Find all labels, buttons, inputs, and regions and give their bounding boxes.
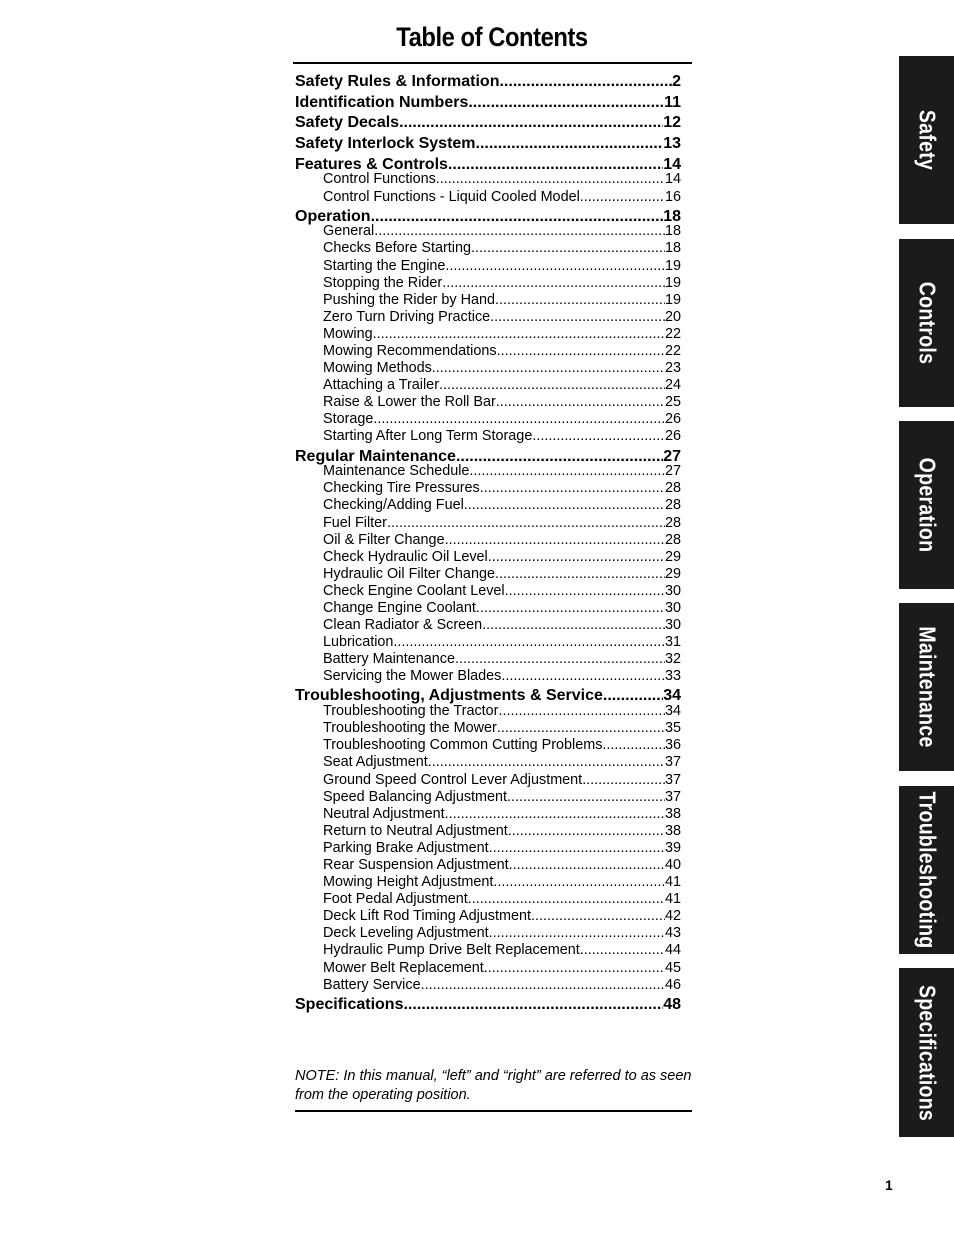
toc-leader-dots xyxy=(501,668,665,685)
toc-entry-page: 28 xyxy=(664,480,681,497)
toc-entry-label: Ground Speed Control Lever Adjustment xyxy=(323,771,583,788)
toc-subsection-entry[interactable] xyxy=(295,497,681,514)
toc-entry-label: Specifications xyxy=(295,995,404,1013)
toc-entry-label: Oil & Filter Change xyxy=(323,531,445,548)
toc-entry-label: Identification Numbers xyxy=(295,93,469,111)
toc-entry-label: Troubleshooting the Mower xyxy=(323,720,497,737)
toc-subsection-entry[interactable] xyxy=(295,789,681,806)
toc-entry-label: Servicing the Mower Blades xyxy=(323,668,502,685)
toc-entry-label: Speed Balancing Adjustment xyxy=(323,788,508,805)
toc-entry-label: Zero Turn Driving Practice xyxy=(323,308,491,325)
toc-subsection-entry[interactable] xyxy=(295,411,681,428)
toc-subsection-entry[interactable] xyxy=(295,600,681,617)
toc-leader-dots xyxy=(493,874,665,891)
toc-subsection-entry[interactable] xyxy=(295,754,681,771)
toc-leader-dots xyxy=(445,532,665,549)
toc-leader-dots xyxy=(507,789,665,806)
toc-entry-page: 19 xyxy=(664,291,681,308)
toc-leader-dots xyxy=(421,977,665,994)
toc-entry-label: Mowing Methods xyxy=(323,360,432,377)
toc-subsection-entry[interactable] xyxy=(295,515,681,532)
toc-entry-page: 25 xyxy=(664,394,681,411)
toc-subsection-entry[interactable] xyxy=(295,326,681,343)
toc-entry-label: Troubleshooting Common Cutting Problems xyxy=(323,737,603,754)
toc-entry-page: 40 xyxy=(664,856,681,873)
toc-leader-dots xyxy=(499,72,672,92)
toc-leader-dots xyxy=(490,309,665,326)
toc-entry-page: 22 xyxy=(664,325,681,342)
toc-entry-page: 45 xyxy=(664,959,681,976)
toc-entry-page: 30 xyxy=(664,617,681,634)
toc-subsection-entry[interactable] xyxy=(295,840,681,857)
toc-entry-page: 26 xyxy=(664,428,681,445)
tab-label: Safety xyxy=(914,109,940,171)
toc-leader-dots xyxy=(602,737,665,754)
toc-entry-label: Rear Suspension Adjustment xyxy=(323,856,509,873)
toc-entry-label: Change Engine Coolant xyxy=(323,599,476,616)
toc-entry-label: Fuel Filter xyxy=(323,514,387,531)
toc-leader-dots xyxy=(387,515,665,532)
toc-subsection-entry[interactable] xyxy=(295,857,681,874)
tab-safety[interactable] xyxy=(899,56,954,224)
toc-entry-label: Safety Rules & Information xyxy=(295,73,500,90)
toc-entry-page: 48 xyxy=(663,995,681,1013)
toc-entry-page: 34 xyxy=(663,687,681,705)
toc-subsection-entry[interactable] xyxy=(295,343,681,360)
toc-entry-label: Return to Neutral Adjustment xyxy=(323,822,508,839)
toc-leader-dots xyxy=(445,258,665,275)
toc-subsection-entry[interactable] xyxy=(295,566,681,583)
toc-entry-page: 27 xyxy=(664,463,681,480)
toc-entry-label: Deck Leveling Adjustment xyxy=(323,925,489,942)
toc-section-entry[interactable] xyxy=(295,72,681,93)
toc-entry-page: 34 xyxy=(664,703,681,720)
toc-entry-page: 19 xyxy=(664,257,681,274)
toc-entry-page: 12 xyxy=(663,114,681,132)
toc-entry-page: 30 xyxy=(664,599,681,616)
toc-entry-label: General xyxy=(323,223,375,240)
tab-label: Operation xyxy=(914,457,940,553)
toc-leader-dots xyxy=(373,326,665,343)
toc-entry-label: Starting the Engine xyxy=(323,257,446,274)
toc-entry-label: Mowing Recommendations xyxy=(323,342,497,359)
toc-entry-label: Parking Brake Adjustment xyxy=(323,839,489,856)
toc-subsection-entry[interactable] xyxy=(295,189,681,206)
toc-entry-page: 37 xyxy=(664,754,681,771)
toc-leader-dots xyxy=(580,942,665,959)
toc-subsection-entry[interactable] xyxy=(295,891,681,908)
toc-subsection-entry[interactable] xyxy=(295,377,681,394)
toc-entry-page: 28 xyxy=(664,497,681,514)
toc-entry-label: Checks Before Starting xyxy=(323,240,471,257)
toc-entry-page: 18 xyxy=(664,240,681,257)
tab-operation[interactable] xyxy=(899,421,954,589)
toc-leader-dots xyxy=(498,703,665,720)
toc-leader-dots xyxy=(403,995,663,1015)
toc-entry-page: 44 xyxy=(664,942,681,959)
toc-entry-page: 43 xyxy=(664,925,681,942)
toc-leader-dots xyxy=(442,275,665,292)
tab-label: Troubleshooting xyxy=(914,791,940,949)
toc-leader-dots xyxy=(532,428,665,445)
toc-entry-label: Deck Lift Rod Timing Adjustment xyxy=(323,908,531,925)
toc-entry-label: Seat Adjustment xyxy=(323,754,428,771)
toc-entry-page: 19 xyxy=(664,274,681,291)
toc-entry-label: Troubleshooting the Tractor xyxy=(323,703,499,720)
toc-subsection-entry[interactable] xyxy=(295,258,681,275)
toc-subsection-entry[interactable] xyxy=(295,925,681,942)
toc-entry-page: 27 xyxy=(663,447,681,465)
toc-section-entry[interactable] xyxy=(295,134,681,155)
toc-entry-label: Starting After Long Term Storage xyxy=(323,428,533,445)
toc-leader-dots xyxy=(489,840,665,857)
toc-section-entry[interactable] xyxy=(295,113,681,134)
toc-entry-page: 37 xyxy=(664,788,681,805)
title-rule xyxy=(293,62,692,64)
toc-subsection-entry[interactable] xyxy=(295,806,681,823)
toc-entry-label: Battery Maintenance xyxy=(323,651,455,668)
toc-entry-page: 28 xyxy=(664,531,681,548)
toc-entry-page: 24 xyxy=(664,377,681,394)
toc-entry-page: 13 xyxy=(663,135,681,153)
toc-entry-page: 16 xyxy=(664,188,681,205)
toc-entry-page: 33 xyxy=(664,668,681,685)
toc-leader-dots xyxy=(428,754,665,771)
toc-entry-page: 38 xyxy=(664,805,681,822)
toc-subsection-entry[interactable] xyxy=(295,720,681,737)
toc-entry-label: Stopping the Rider xyxy=(323,274,443,291)
toc-leader-dots xyxy=(373,411,665,428)
toc-entry-label: Mower Belt Replacement xyxy=(323,959,484,976)
toc-entry-label: Hydraulic Oil Filter Change xyxy=(323,565,495,582)
toc-subsection-entry[interactable] xyxy=(295,737,681,754)
toc-leader-dots xyxy=(482,617,665,634)
page-number: 1 xyxy=(885,1177,893,1193)
toc-entry-label: Control Functions xyxy=(323,171,436,188)
toc-entry-label: Mowing xyxy=(323,325,373,342)
toc-leader-dots xyxy=(476,134,664,154)
toc-entry-page: 2 xyxy=(672,73,681,90)
toc-entry-label: Troubleshooting, Adjustments & Service xyxy=(295,687,603,705)
toc-entry-page: 41 xyxy=(664,891,681,908)
toc-leader-dots xyxy=(468,93,664,113)
toc-entry-page: 18 xyxy=(664,223,681,240)
toc-entry-label: Maintenance Schedule xyxy=(323,463,470,480)
toc-entry-page: 31 xyxy=(664,634,681,651)
toc-subsection-entry[interactable] xyxy=(295,292,681,309)
toc-subsection-entry[interactable] xyxy=(295,977,681,994)
toc-leader-dots xyxy=(531,908,665,925)
toc-entry-page: 37 xyxy=(664,771,681,788)
tab-label: Maintenance xyxy=(914,626,940,748)
toc-leader-dots xyxy=(508,823,665,840)
toc-entry-page: 32 xyxy=(664,651,681,668)
toc-subsection-entry[interactable] xyxy=(295,634,681,651)
toc-subsection-entry[interactable] xyxy=(295,480,681,497)
toc-subsection-entry[interactable] xyxy=(295,772,681,789)
note-text: NOTE: In this manual, “left” and “right” are referred to as seen from the operating position. xyxy=(295,1068,692,1103)
toc-section-entry[interactable] xyxy=(295,93,681,114)
toc-entry-page: 20 xyxy=(664,308,681,325)
toc-entry-label: Hydraulic Pump Drive Belt Replacement xyxy=(323,942,580,959)
toc-entry-label: Neutral Adjustment xyxy=(323,805,445,822)
toc-subsection-entry[interactable] xyxy=(295,394,681,411)
toc-leader-dots xyxy=(471,240,665,257)
toc-subsection-entry[interactable] xyxy=(295,171,681,188)
toc-subsection-entry[interactable] xyxy=(295,240,681,257)
toc-leader-dots xyxy=(497,343,665,360)
toc-subsection-entry[interactable] xyxy=(295,428,681,445)
toc-entry-label: Safety Decals xyxy=(295,114,400,132)
toc-subsection-entry[interactable] xyxy=(295,651,681,668)
toc-subsection-entry[interactable] xyxy=(295,874,681,891)
tab-specifications[interactable] xyxy=(899,968,954,1137)
tab-maintenance[interactable] xyxy=(899,603,954,771)
toc-subsection-entry[interactable] xyxy=(295,463,681,480)
toc-leader-dots xyxy=(488,549,665,566)
toc-entry-label: Storage xyxy=(323,411,374,428)
toc-entry-label: Battery Service xyxy=(323,976,421,993)
toc-entry-label: Pushing the Rider by Hand xyxy=(323,291,495,308)
tab-controls[interactable] xyxy=(899,239,954,407)
toc-entry-page: 29 xyxy=(664,548,681,565)
toc-entry-label: Safety Interlock System xyxy=(295,135,476,153)
toc-entry-page: 23 xyxy=(664,360,681,377)
toc-entry-page: 41 xyxy=(664,874,681,891)
toc-subsection-entry[interactable] xyxy=(295,960,681,977)
toc-entry-label: Lubrication xyxy=(323,634,394,651)
toc-subsection-entry[interactable] xyxy=(295,668,681,685)
toc-entry-label: Regular Maintenance xyxy=(295,447,456,465)
toc-leader-dots xyxy=(393,634,665,651)
toc-leader-dots xyxy=(468,891,665,908)
toc-entry-label: Raise & Lower the Roll Bar xyxy=(323,394,496,411)
tab-troubleshooting[interactable] xyxy=(899,786,954,954)
toc-subsection-entry[interactable] xyxy=(295,908,681,925)
toc-subsection-entry[interactable] xyxy=(295,360,681,377)
note-rule xyxy=(295,1110,692,1112)
toc-entry-label: Control Functions - Liquid Cooled Model xyxy=(323,188,580,205)
tab-label: Specifications xyxy=(914,984,940,1121)
toc-entry-label: Attaching a Trailer xyxy=(323,377,439,394)
toc-leader-dots xyxy=(480,480,665,497)
toc-entry-page: 18 xyxy=(663,207,681,225)
toc-entry-page: 30 xyxy=(664,582,681,599)
toc-entry-label: Mowing Height Adjustment xyxy=(323,874,494,891)
page-title: Table of Contents xyxy=(396,22,588,52)
toc-entry-label: Features & Controls xyxy=(295,155,448,173)
toc-entry-page: 26 xyxy=(664,411,681,428)
toc-leader-dots xyxy=(582,772,665,789)
toc-leader-dots xyxy=(374,223,665,240)
tab-label: Controls xyxy=(914,281,940,365)
toc-leader-dots xyxy=(436,171,665,188)
toc-leader-dots xyxy=(496,394,665,411)
toc-leader-dots xyxy=(495,292,665,309)
toc-entry-page: 14 xyxy=(664,171,681,188)
toc-leader-dots xyxy=(497,720,665,737)
toc-list xyxy=(295,72,681,1015)
toc-entry-label: Checking/Adding Fuel xyxy=(323,497,464,514)
toc-leader-dots xyxy=(489,925,665,942)
toc-subsection-entry[interactable] xyxy=(295,549,681,566)
toc-entry-label: Clean Radiator & Screen xyxy=(323,617,483,634)
toc-entry-page: 28 xyxy=(664,514,681,531)
toc-entry-label: Check Engine Coolant Level xyxy=(323,582,505,599)
toc-entry-page: 36 xyxy=(664,737,681,754)
toc-subsection-entry[interactable] xyxy=(295,583,681,600)
toc-entry-page: 35 xyxy=(664,720,681,737)
toc-entry-page: 42 xyxy=(664,908,681,925)
toc-section-entry[interactable] xyxy=(295,995,681,1016)
toc-leader-dots xyxy=(432,360,665,377)
toc-subsection-entry[interactable] xyxy=(295,703,681,720)
toc-subsection-entry[interactable] xyxy=(295,942,681,959)
toc-leader-dots xyxy=(399,113,663,133)
toc-subsection-entry[interactable] xyxy=(295,223,681,240)
toc-entry-label: Operation xyxy=(295,207,371,225)
toc-subsection-entry[interactable] xyxy=(295,532,681,549)
toc-leader-dots xyxy=(484,960,665,977)
toc-leader-dots xyxy=(495,566,665,583)
toc-leader-dots xyxy=(476,600,665,617)
toc-leader-dots xyxy=(439,377,665,394)
toc-entry-label: Check Hydraulic Oil Level xyxy=(323,548,488,565)
toc-subsection-entry[interactable] xyxy=(295,823,681,840)
toc-entry-page: 14 xyxy=(663,155,681,173)
toc-entry-page: 29 xyxy=(664,565,681,582)
toc-leader-dots xyxy=(469,463,665,480)
toc-leader-dots xyxy=(455,651,665,668)
toc-subsection-entry[interactable] xyxy=(295,309,681,326)
toc-leader-dots xyxy=(505,583,665,600)
toc-leader-dots xyxy=(464,497,665,514)
toc-entry-label: Checking Tire Pressures xyxy=(323,480,480,497)
toc-leader-dots xyxy=(580,189,665,206)
toc-entry-page: 11 xyxy=(664,93,681,111)
toc-entry-page: 38 xyxy=(664,822,681,839)
toc-leader-dots xyxy=(509,857,665,874)
toc-subsection-entry[interactable] xyxy=(295,275,681,292)
toc-entry-label: Foot Pedal Adjustment xyxy=(323,891,468,908)
toc-entry-page: 46 xyxy=(664,976,681,993)
toc-subsection-entry[interactable] xyxy=(295,617,681,634)
toc-entry-page: 22 xyxy=(664,342,681,359)
toc-leader-dots xyxy=(445,806,665,823)
toc-entry-page: 39 xyxy=(664,839,681,856)
